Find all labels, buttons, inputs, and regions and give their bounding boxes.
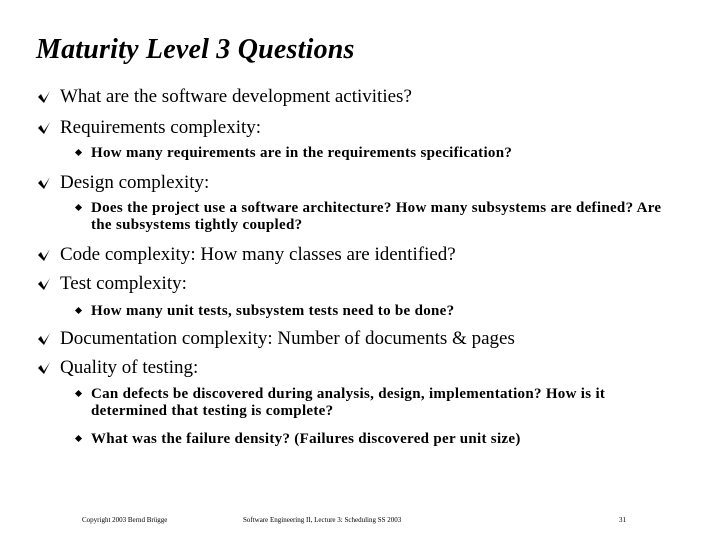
bullet-text: Code complexity: How many classes are identified? bbox=[60, 244, 456, 265]
title-divider bbox=[36, 76, 684, 77]
sub-bullet-text: How many unit tests, subsystem tests need to be done? bbox=[91, 303, 455, 319]
bullet-text: Requirements complexity: bbox=[60, 117, 262, 138]
diamond-bullet-icon bbox=[75, 204, 82, 211]
checkmark-bullet-icon bbox=[38, 249, 50, 261]
sub-bullet-text: Does the project use a software architecture? How many subsystems are defined? Are the subsystems tightly coupled? bbox=[91, 200, 662, 233]
checkmark-bullet-icon bbox=[38, 278, 50, 290]
diamond-bullet-icon bbox=[75, 149, 82, 156]
bullet-text: Quality of testing: bbox=[60, 357, 199, 378]
checkmark-bullet-icon bbox=[38, 177, 50, 189]
sub-bullet-text: What was the failure density? (Failures discovered per unit size) bbox=[91, 431, 521, 447]
bullet-text: What are the software development activities? bbox=[60, 86, 412, 107]
diamond-bullet-icon bbox=[75, 435, 82, 442]
footer-page-number: 31 bbox=[619, 516, 626, 524]
bullet-text: Test complexity: bbox=[60, 273, 187, 294]
checkmark-bullet-icon bbox=[38, 91, 50, 103]
diamond-bullet-icon bbox=[75, 390, 82, 397]
checkmark-bullet-icon bbox=[38, 333, 50, 345]
sub-bullet-text: How many requirements are in the requirements specification? bbox=[91, 145, 513, 161]
checkmark-bullet-icon bbox=[38, 362, 50, 374]
bullet-text: Documentation complexity: Number of documents & pages bbox=[60, 328, 515, 349]
diamond-bullet-icon bbox=[75, 307, 82, 314]
footer-course: Software Engineering II, Lecture 3: Scheduling SS 2003 bbox=[243, 516, 402, 524]
sub-bullet-text: Can defects be discovered during analysis, design, implementation? How is it determined that testing is complete? bbox=[91, 386, 606, 419]
footer-copyright: Copyright 2003 Bernd Brügge bbox=[82, 516, 168, 524]
slide-title: Maturity Level 3 Questions bbox=[36, 34, 355, 65]
checkmark-bullet-icon bbox=[38, 122, 50, 134]
bullet-text: Design complexity: bbox=[60, 172, 210, 193]
